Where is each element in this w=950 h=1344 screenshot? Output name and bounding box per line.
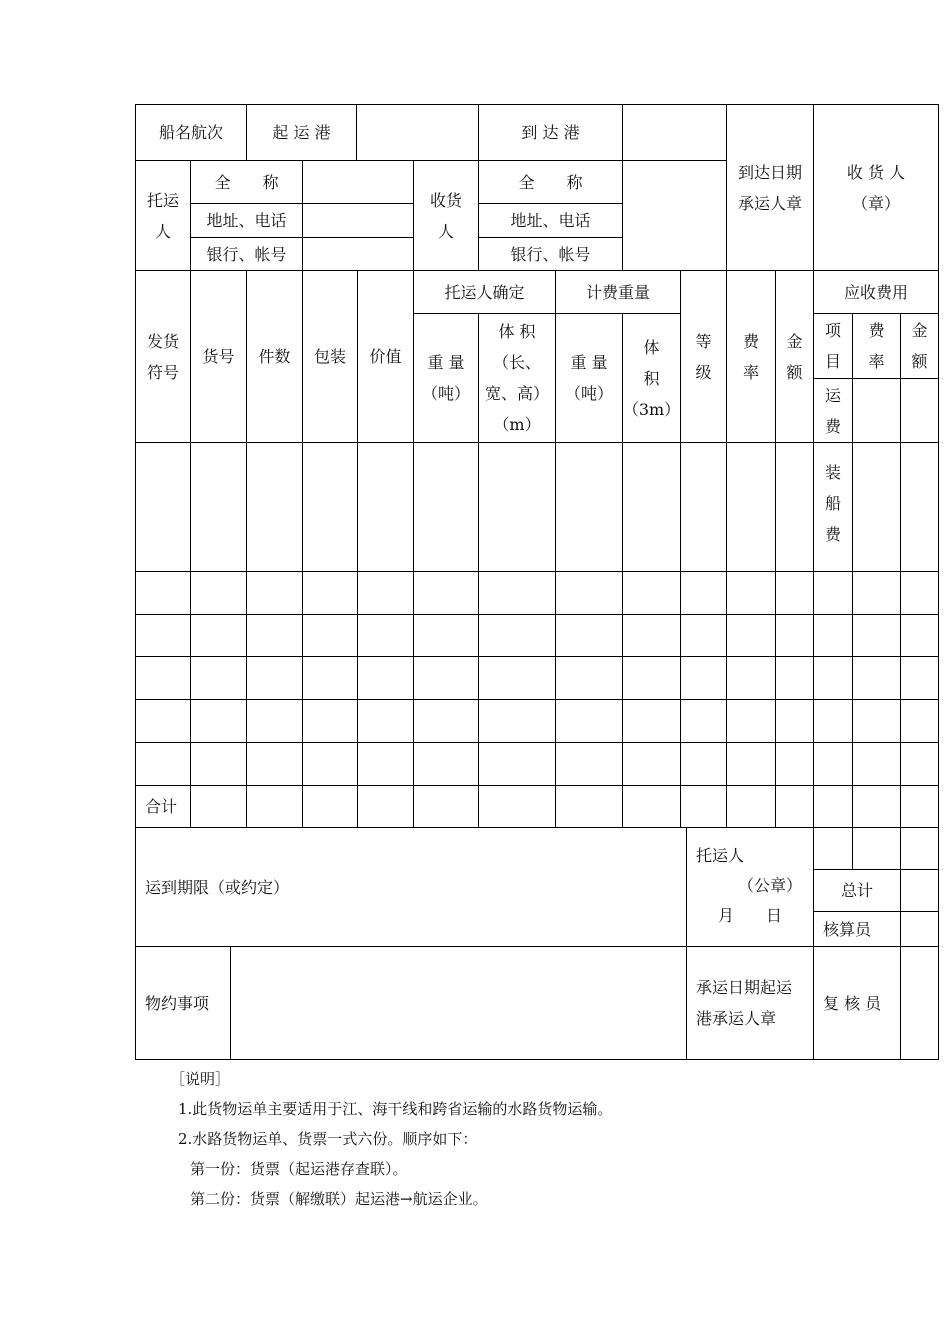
instructions-line: 第二份：货票（解缴联）起运港→航运企业。 [190,1190,488,1208]
value-header: 价值 [369,347,402,366]
chargeable-weight-header: 计费重量 [585,282,650,302]
arrival-port-label: 到 达 港 [521,123,580,142]
form-grid-line [135,699,939,700]
fee-item-header: 项 目 [824,321,841,371]
instructions-line: 2.水路货物运单、货票一式六份。顺序如下： [178,1130,478,1148]
shipper-label: 托运 人 [146,190,179,241]
instructions [150,1064,612,1214]
official-seal-label: （公章） [737,875,802,895]
shipper-full-name-label: 全 称 [214,172,279,192]
total-row-label: 合计 [145,797,178,816]
departure-port-label: 起 运 港 [272,123,331,142]
form-grid-line [135,656,939,657]
form-grid-line [135,571,939,572]
instructions-title: ［说明］ [170,1070,231,1088]
fee-rate-header: 费 率 [868,321,885,371]
fee-amount-header: 金 额 [911,321,928,371]
reviewer-label: 复 核 员 [823,993,882,1013]
month-day-label: 月 日 [717,905,782,925]
charge-weight-tons-header: 重 量 （吨） [564,353,613,403]
goods-no-header: 货号 [202,347,235,366]
rate-header: 费 率 [742,331,759,382]
shipper-address-phone-label: 地址、电话 [206,211,287,230]
shipper-bank-account-label: 银行、帐号 [206,244,287,264]
consignee-full-name-label: 全 称 [518,172,583,192]
form-grid-line [852,313,853,870]
form-grid-line [135,785,939,786]
packing-header: 包装 [313,347,346,366]
consignee-stamp-label: 收 货 人 （章） [846,162,906,213]
accountant-label: 核算员 [823,919,872,939]
special-terms-field[interactable] [231,947,686,1059]
receivable-fees-header: 应收费用 [843,282,908,302]
departure-port-field[interactable] [357,105,478,160]
consignee-address-phone-label: 地址、电话 [510,211,591,230]
shipping-marks-header: 发货 符号 [146,331,179,382]
special-terms-label: 物约事项 [145,993,210,1013]
form-grid-line [135,614,939,615]
instructions-line: 1.此货物运单主要适用于江、海干线和跨省运输的水路货物运输。 [178,1100,613,1118]
form-grid-line [135,1059,939,1060]
shipper-sign-label: 托运人 [696,845,745,865]
grade-header: 等 级 [695,331,712,382]
instructions-line: 第一份：货票（起运港存查联）。 [190,1160,408,1178]
form-grid-line [135,742,939,743]
accept-date-stamp-label: 承运日期起运 港承运人章 [696,978,793,1028]
arrival-port-field[interactable] [623,105,726,160]
freight-fee-label: 运 费 [824,385,841,436]
consignee-bank-account-label: 银行、帐号 [510,244,591,264]
transit-time-label: 运到期限（或约定） [145,877,290,897]
arrival-date-stamp-label: 到达日期 承运人章 [737,162,802,213]
consignee-label: 收货 人 [429,190,462,241]
shipper-confirmed-header: 托运人确定 [444,282,525,302]
form-grid-line [900,313,901,1060]
loading-fee-label: 装 船 费 [824,463,841,544]
amount-header: 金 额 [786,331,803,382]
volume-dimensions-header: 体 积 （长、 宽、高） （m） [484,322,549,434]
charge-volume-header: 体 积 （3m） [623,337,680,419]
shipper-full-name-field[interactable] [303,161,413,203]
grand-total-label: 总计 [840,881,873,900]
form-grid-line [938,104,939,1060]
ship-voyage-label: 船名航次 [158,123,223,142]
weight-tons-header: 重 量 （吨） [421,353,470,403]
pieces-header: 件数 [258,347,291,366]
